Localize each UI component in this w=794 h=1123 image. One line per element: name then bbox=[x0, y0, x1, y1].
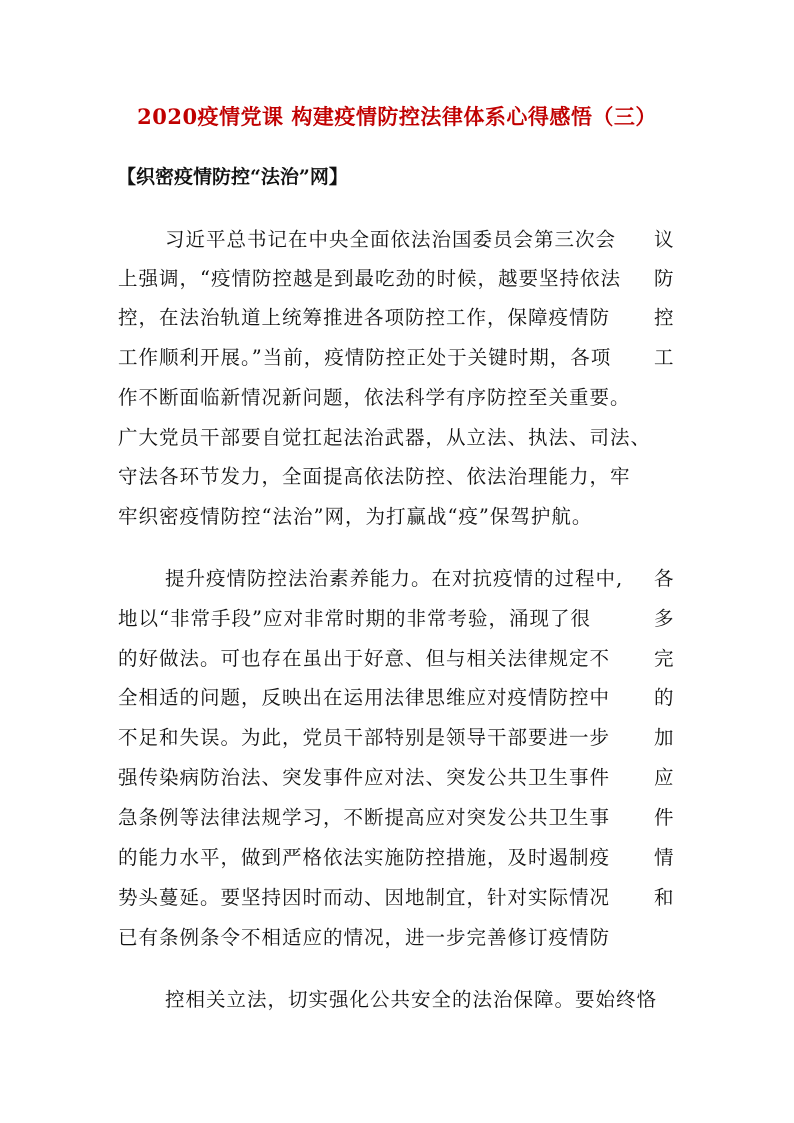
paragraph-line: 全相适的问题，反映出在运用法律思维应对疫情防控中 bbox=[118, 686, 611, 709]
paragraph-line-tail: 完 bbox=[654, 647, 674, 670]
paragraph-line-tail: 加 bbox=[654, 726, 674, 749]
paragraph-line-tail: 的 bbox=[654, 686, 674, 709]
paragraph-line: 的好做法。可也存在虽出于好意、但与相关法律规定不 bbox=[118, 647, 611, 670]
paragraph-line: 已有条例条令不相适应的情况，进一步完善修订疫情防 bbox=[118, 926, 611, 949]
paragraph-line: 控相关立法，切实强化公共安全的法治保障。要始终恪 bbox=[165, 988, 658, 1011]
paragraph-line: 工作顺利开展。”当前，疫情防控正处于关键时期，各项 bbox=[118, 346, 612, 369]
paragraph-line: 强传染病防治法、突发事件应对法、突发公共卫生事件 bbox=[118, 766, 611, 789]
paragraph-line-tail: 情 bbox=[654, 846, 674, 869]
paragraph-line: 控，在法治轨道上统筹推进各项防控工作，保障疫情防 bbox=[118, 306, 611, 329]
paragraph-line-tail: 控 bbox=[654, 306, 674, 329]
document-title: 2020疫情党课 构建疫情防控法律体系心得感悟（三） bbox=[137, 104, 657, 129]
paragraph-line: 提升疫情防控法治素养能力。在对抗疫情的过程中, bbox=[165, 567, 624, 590]
paragraph-line: 广大党员干部要自觉扛起法治武器，从立法、执法、司法、 bbox=[118, 426, 652, 449]
paragraph-line: 守法各环节发力，全面提高依法防控、依法治理能力，牢 bbox=[118, 465, 631, 488]
section-heading: 【织密疫情防控“法治”网】 bbox=[117, 166, 348, 188]
paragraph-line-tail: 件 bbox=[654, 806, 674, 829]
paragraph-line-tail: 和 bbox=[654, 886, 674, 909]
paragraph-line: 牢织密疫情防控“法治”网，为打赢战“疫”保驾护航。 bbox=[118, 505, 593, 528]
paragraph-line: 作不断面临新情况新问题，依法科学有序防控至关重要。 bbox=[118, 386, 631, 409]
paragraph-line: 上强调，“疫情防控越是到最吃劲的时候，越要坚持依法 bbox=[118, 267, 621, 290]
paragraph-line: 地以“非常手段”应对非常时期的非常考验，涌现了很 bbox=[118, 607, 591, 630]
paragraph-line-tail: 防 bbox=[654, 267, 674, 290]
paragraph-line: 不足和失误。为此，党员干部特别是领导干部要进一步 bbox=[118, 726, 611, 749]
paragraph-line-tail: 多 bbox=[654, 607, 674, 630]
paragraph-line-tail: 应 bbox=[654, 766, 674, 789]
paragraph-line: 急条例等法律法规学习，不断提高应对突发公共卫生事 bbox=[118, 806, 611, 829]
paragraph-line: 的能力水平，做到严格依法实施防控措施，及时遏制疫 bbox=[118, 846, 611, 869]
paragraph-line: 势头蔓延。要坚持因时而动、因地制宜，针对实际情况 bbox=[118, 886, 611, 909]
paragraph-line-tail: 工 bbox=[654, 346, 674, 369]
paragraph-line: 习近平总书记在中央全面依法治国委员会第三次会 bbox=[165, 228, 617, 251]
paragraph-line-tail: 议 bbox=[654, 228, 674, 251]
paragraph-line-tail: 各 bbox=[654, 567, 674, 590]
